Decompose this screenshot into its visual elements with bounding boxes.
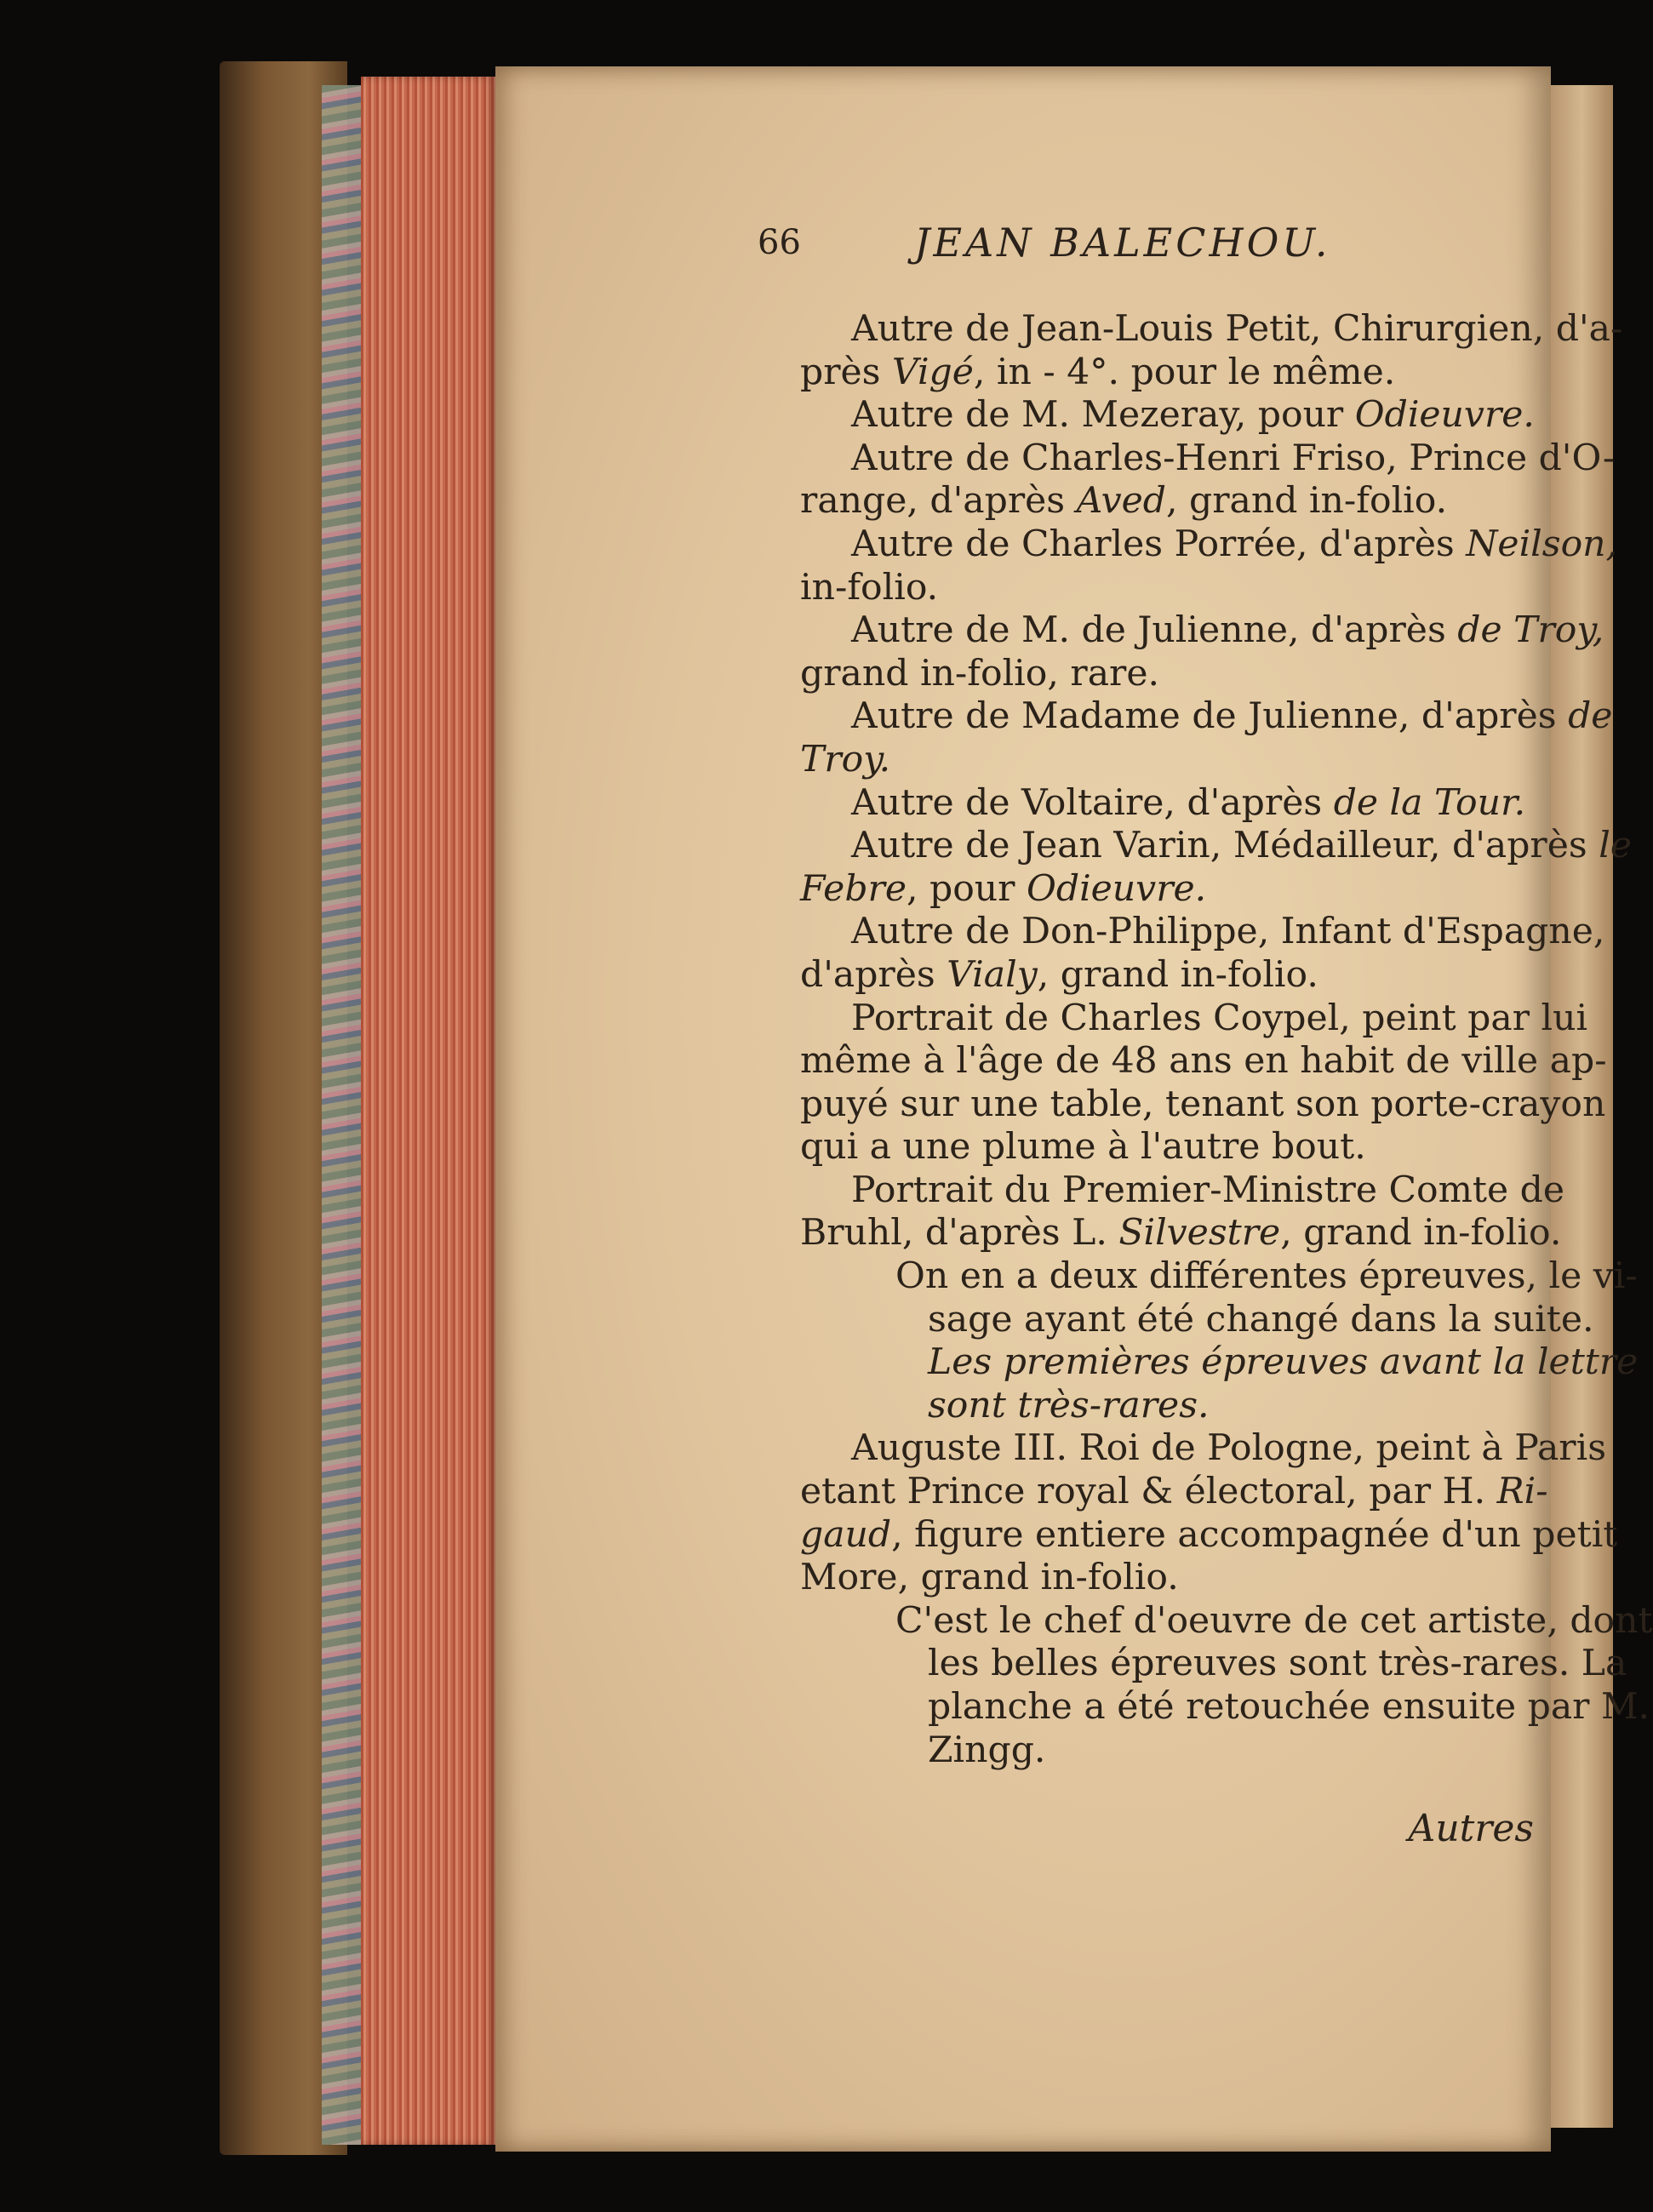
italic-text: Odieuvre. [1354, 394, 1535, 437]
text-line [800, 1083, 1606, 1127]
text-line [800, 1385, 1534, 1428]
text-line [800, 352, 1534, 395]
text-line [800, 1341, 1639, 1385]
text-segment: Autre de M. de Julienne, d'après [851, 609, 1458, 652]
text-segment: Autre de Jean Varin, Médailleur, d'après [851, 825, 1599, 867]
italic-text: Silvestre [1118, 1212, 1281, 1255]
italic-text: Febre [800, 867, 907, 910]
text-line [800, 825, 1632, 868]
text-segment: , in - 4°. pour le même. [973, 351, 1396, 393]
text-segment: etant Prince royal & électoral, par H. [800, 1471, 1497, 1513]
page-header [758, 220, 1536, 274]
text-line [800, 609, 1604, 653]
text-segment: range, d'après [800, 480, 1077, 523]
text-line [800, 997, 1588, 1041]
text-line [800, 1513, 1618, 1558]
text-line [800, 1729, 1534, 1773]
text-line [800, 480, 1534, 523]
text-segment: More, grand in-folio. [800, 1557, 1179, 1599]
text-segment: Autre de Charles-Henri Friso, Prince d'O- [851, 437, 1616, 479]
text-line [800, 782, 1534, 826]
text-segment: Autre de Jean-Louis Petit, Chirurgien, d'a- [851, 308, 1623, 350]
text-segment: Autre de Madame de Julienne, d'après [851, 695, 1569, 738]
text-segment: Bruhl, d'après L. [800, 1212, 1119, 1255]
text-line [800, 653, 1534, 696]
text-segment: qui a une plume à l'autre bout. [800, 1126, 1366, 1169]
italic-text: de Troy, [1457, 609, 1604, 652]
text-segment: C'est le chef d'oeuvre de cet artiste, dont [895, 1599, 1653, 1642]
text-segment: Autre de Don-Philippe, Infant d'Espagne, [851, 911, 1605, 953]
text-segment: les belles épreuves sont très-rares. La [928, 1643, 1627, 1685]
text-segment: Autre de M. Mezeray, pour [851, 394, 1355, 437]
text-line [800, 437, 1616, 481]
text-line [800, 1040, 1607, 1083]
text-segment: Auguste III. Roi de Pologne, peint à Paris [851, 1427, 1607, 1470]
text-segment: Autre de Voltaire, d'après [851, 781, 1334, 824]
text-segment: près [800, 351, 892, 393]
text-segment: sage ayant été changé dans la suite. [928, 1298, 1594, 1340]
italic-text: Les premières épreuves avant la lettre [928, 1341, 1639, 1384]
catchword: Autres [1408, 1807, 1534, 1850]
italic-text: Neilson, [1466, 523, 1618, 565]
text-line [800, 1169, 1565, 1213]
text-line [800, 1599, 1653, 1643]
marbled-endpaper [322, 85, 361, 2145]
text-segment: , grand in-folio. [1280, 1212, 1562, 1255]
text-line [800, 1126, 1534, 1169]
text-line [800, 1557, 1534, 1600]
text-segment: in-folio. [800, 566, 939, 609]
page-number: 66 [758, 223, 801, 262]
text-segment: Autre de Charles Porrée, d'après [851, 523, 1467, 565]
text-line [800, 954, 1534, 997]
text-line [800, 1643, 1627, 1686]
italic-text: de la Tour. [1333, 781, 1526, 824]
italic-text: Aved [1076, 480, 1166, 523]
text-segment: , figure entiere accompagnée d'un petit [891, 1513, 1618, 1556]
page-edges [361, 77, 495, 2145]
text-line [800, 308, 1623, 352]
text-line [800, 394, 1534, 437]
text-line [800, 1686, 1650, 1729]
text-segment: , grand in-folio. [1037, 953, 1318, 996]
text-line [800, 523, 1618, 567]
text-segment: Portrait du Premier-Ministre Comte de [851, 1169, 1565, 1211]
text-segment: On en a deux différentes épreuves, le vi- [895, 1255, 1638, 1298]
text-segment: même à l'âge de 48 ans en habit de ville ap- [800, 1040, 1607, 1083]
text-line [800, 1471, 1548, 1514]
text-line [800, 911, 1605, 954]
italic-text: Vialy [947, 953, 1038, 996]
running-title: JEAN BALECHOU. [914, 220, 1331, 266]
italic-text: sont très-rares. [928, 1384, 1210, 1426]
text-line [800, 567, 1534, 610]
text-line [800, 695, 1613, 739]
text-segment: grand in-folio, rare. [800, 652, 1160, 694]
italic-text: le [1599, 825, 1632, 867]
text-segment: , pour [907, 867, 1027, 910]
text-line [800, 1255, 1638, 1299]
italic-text: Ri- [1496, 1471, 1548, 1513]
italic-text: Vigé [892, 351, 974, 393]
italic-text: gaud [800, 1513, 892, 1556]
text-line [800, 868, 1534, 912]
text-line [800, 1298, 1594, 1342]
text-line [800, 1427, 1607, 1471]
text-segment: Portrait de Charles Coypel, peint par lui [851, 997, 1588, 1039]
text-line [800, 1212, 1562, 1255]
body-text [800, 308, 1653, 1772]
text-segment: , grand in-folio. [1165, 480, 1448, 523]
italic-text: de [1568, 695, 1613, 738]
text-segment: Zingg. [928, 1729, 1046, 1771]
text-segment: d'après [800, 953, 947, 996]
text-line [800, 739, 1534, 782]
italic-text: Troy. [800, 738, 891, 780]
text-segment: puyé sur une table, tenant son porte-crayon [800, 1083, 1606, 1125]
text-segment: planche a été retouchée ensuite par M. [928, 1686, 1650, 1728]
italic-text: Odieuvre. [1027, 867, 1207, 910]
